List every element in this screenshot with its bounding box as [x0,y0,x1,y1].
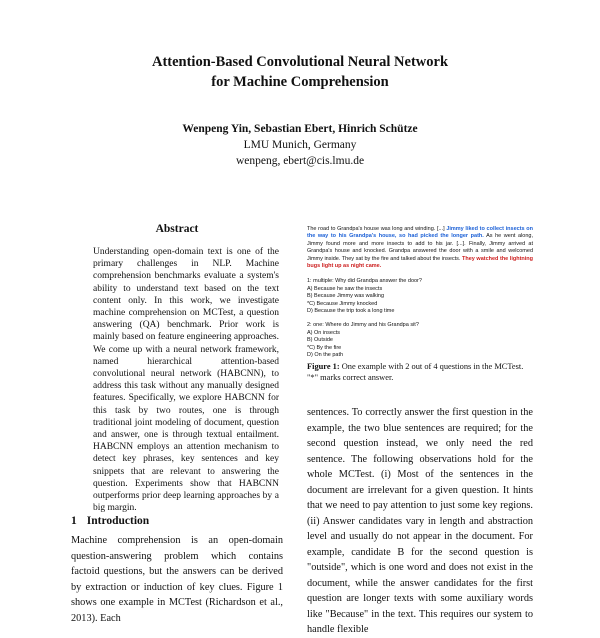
title-line-2: for Machine Comprehension [211,74,389,90]
story-red-sentence: They watched the lightning bugs light up as night came. [307,255,534,270]
story-blue-sentence: Jimmy liked to collect insects on the way to his Grandpa's house, so had picked the longer path. [307,226,533,240]
figure-1 [307,226,533,367]
abstract-section [71,223,283,514]
author-names: Wenpeng Yin, Sebastian Ebert, Hinrich Schütze [182,123,418,135]
answer-option: *C) By the fire [307,344,342,351]
figure-caption [307,361,533,383]
author-affiliation: LMU Munich, Germany [243,139,357,151]
author-block [60,121,540,169]
answer-option: B) Outside [307,337,333,344]
answer-option: A) Because he saw the insects [307,285,383,292]
caption-text: One example with 2 out of 4 questions in the MCTest. "*" marks correct answer. [307,362,524,382]
figure-story [307,226,533,270]
question-stem: 1: multiple: Why did Grandpa answer the door? [307,278,422,285]
section-heading-introduction [71,515,149,527]
answer-option: D) On the path [307,352,344,359]
question-block [307,322,533,359]
paper-title [60,52,540,92]
abstract-heading: Abstract [155,223,199,235]
story-text-1: The road to Grandpa's house was long and winding. [...] [307,226,447,232]
introduction-body: Machine comprehension is an open-domain question-answering problem which contains factoid questions, but the answers can be derived by extraction or induction of key clues. Figure 1 shows one example in MCTest (Richardson et al., 2013). Each [71,535,283,624]
author-email: wenpeng, ebert@cis.lmu.de [235,155,365,167]
section-title: Introduction [86,515,150,527]
answer-option: D) Because the trip took a long time [307,308,395,315]
story-text-2: As he went along, Jimmy found more and more insects to add to his jar. [...]. Finally, Jimmy arrived at Grandpa's house and knocked. Grandpa answered the door with a smile and welcomed Jimmy inside. They sat by the fire and talked about the insects. [307,233,533,262]
section-number: 1 [71,515,77,527]
title-line-1: Attention-Based Convolutional Neural Network [151,54,449,70]
question-stem: 2: one: Where do Jimmy and his Grandpa sit? [307,322,419,329]
answer-option: *C) Because Jimmy knocked [307,300,378,307]
question-block [307,278,533,315]
right-column-body: sentences. To correctly answer the first question in the example, the two blue sentences are required; for the second question instead, we only need the red sentence. The following observations hold for the whole MCTest. (i) Most of the sentences in the document are irrelevant for a given question. It hints that we need to pay attention to just some key regions. (ii) Answer candidates vary in length and abstraction level and usually do not appear in the document. For example, candidate B for the second question is "outside", which is one word and does not exist in the document, while the answer candidates for the first question are longer texts with some auxiliary words like "Because" in the text. This requires our system to handle flexible [307,407,533,635]
answer-option: B) Because Jimmy was walking [307,293,385,300]
caption-label: Figure 1: [307,362,340,371]
abstract-body: Understanding open-domain text is one of the primary challenges in NLP. Machine comprehension benchmarks evaluate a system's ability to understand text based on the text content only. In this work, we investigate machine comprehension on MCTest, a question answering (QA) benchmark. Prior work is mainly based on feature engineering approaches. We come up with a neural network framework, named hierarchical attention-based convolutional neural network (HABCNN), to address this task without any manually designed features. Specifically, we explore HABCNN for this task by two routes, one is through traditional joint modeling of document, question and answer, one is through textual entailment. HABCNN employs an attention mechanism to detect key phrases, key sentences and key snippets that are relevant to answering the question. Experiments show that HABCNN outperforms prior deep learning approaches by a big margin. [93,247,279,514]
answer-option: A) On insects [307,329,341,336]
